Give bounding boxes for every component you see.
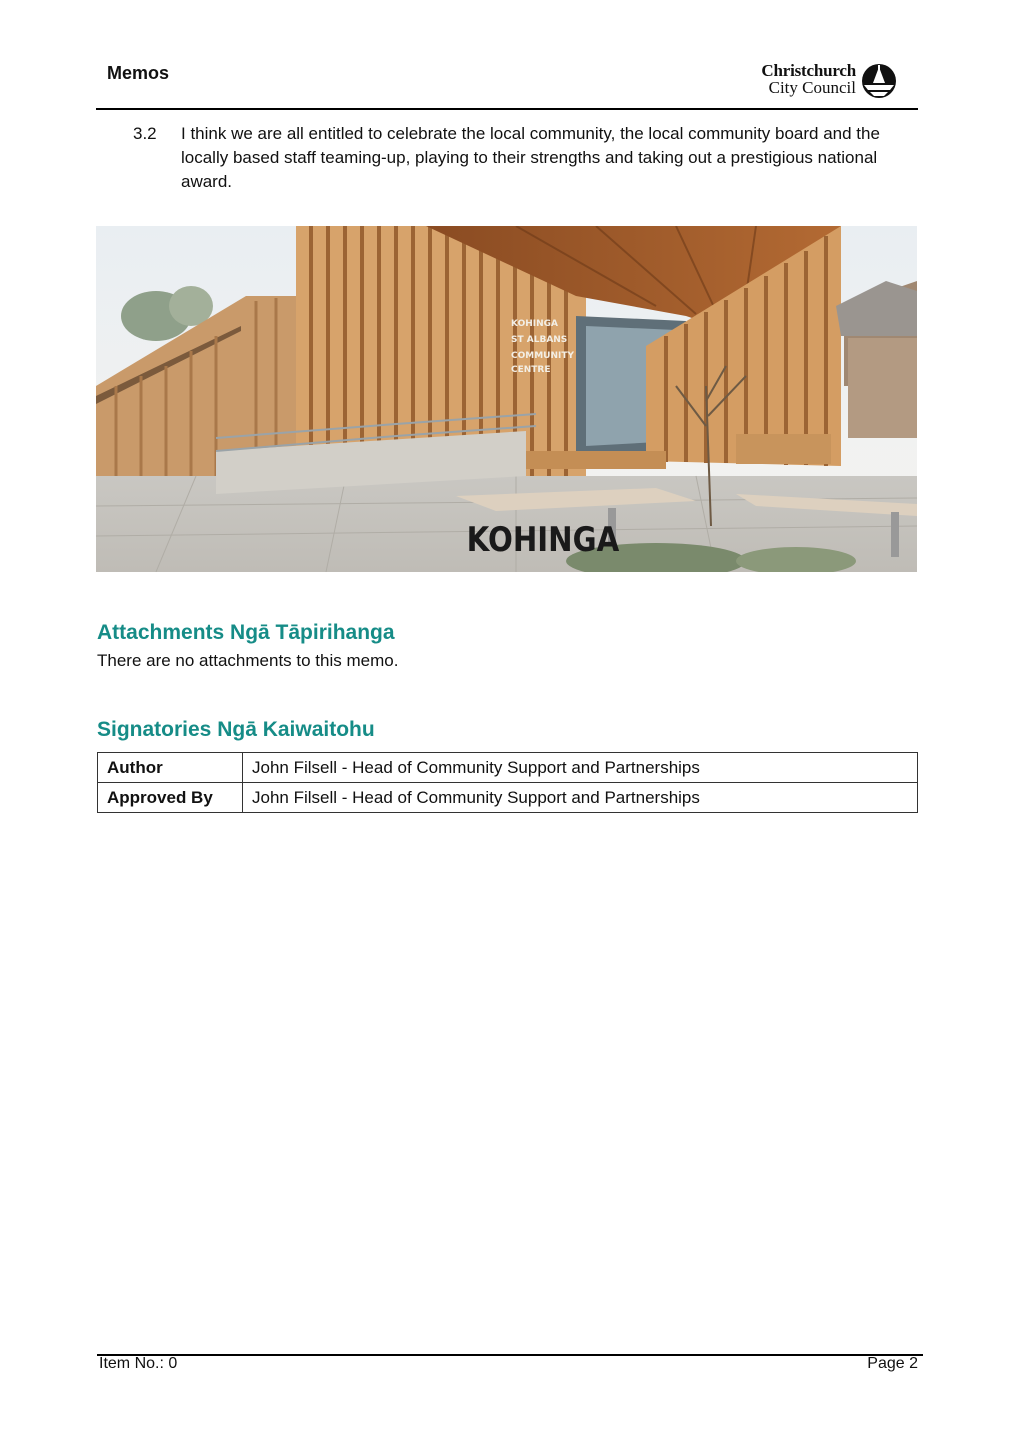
name-cell: John Filsell - Head of Community Support and Partnerships xyxy=(243,753,918,783)
paragraph-number: 3.2 xyxy=(133,124,157,143)
signatories-heading: Signatories Ngā Kaiwaitohu xyxy=(97,718,375,741)
header-title: Memos xyxy=(107,63,170,83)
table-row xyxy=(98,753,918,783)
footer-divider xyxy=(97,1354,923,1356)
svg-text:KOHINGA: KOHINGA xyxy=(511,319,558,329)
logo-line1: Christchurch xyxy=(761,61,856,80)
svg-text:COMMUNITY: COMMUNITY xyxy=(511,351,575,361)
attachments-heading: Attachments Ngā Tāpirihanga xyxy=(97,621,395,644)
svg-text:CENTRE: CENTRE xyxy=(511,365,551,375)
paragraph-text: I think we are all entitled to celebrate the local community, the local community board and the locally based staff teaming-up, playing to their strengths and taking out a prestigious national award. xyxy=(181,124,880,191)
role-cell: Author xyxy=(98,753,243,783)
role-cell: Approved By xyxy=(98,783,243,813)
logo-line2: City Council xyxy=(768,78,856,97)
council-logo xyxy=(748,62,898,102)
header-divider xyxy=(96,108,918,110)
name-cell: John Filsell - Head of Community Support and Partnerships xyxy=(243,783,918,813)
footer-item-number: Item No.: 0 xyxy=(99,1355,178,1372)
photo-sign-text: KOHINGA xyxy=(466,520,620,560)
table-row xyxy=(98,783,918,813)
kohinga-building-photo xyxy=(96,226,917,572)
svg-text:ST ALBANS: ST ALBANS xyxy=(511,335,568,345)
attachments-text: There are no attachments to this memo. xyxy=(97,651,399,670)
cathedral-logo-icon xyxy=(860,63,898,99)
signatories-table xyxy=(97,752,918,813)
footer-page-number: Page 2 xyxy=(867,1355,918,1372)
